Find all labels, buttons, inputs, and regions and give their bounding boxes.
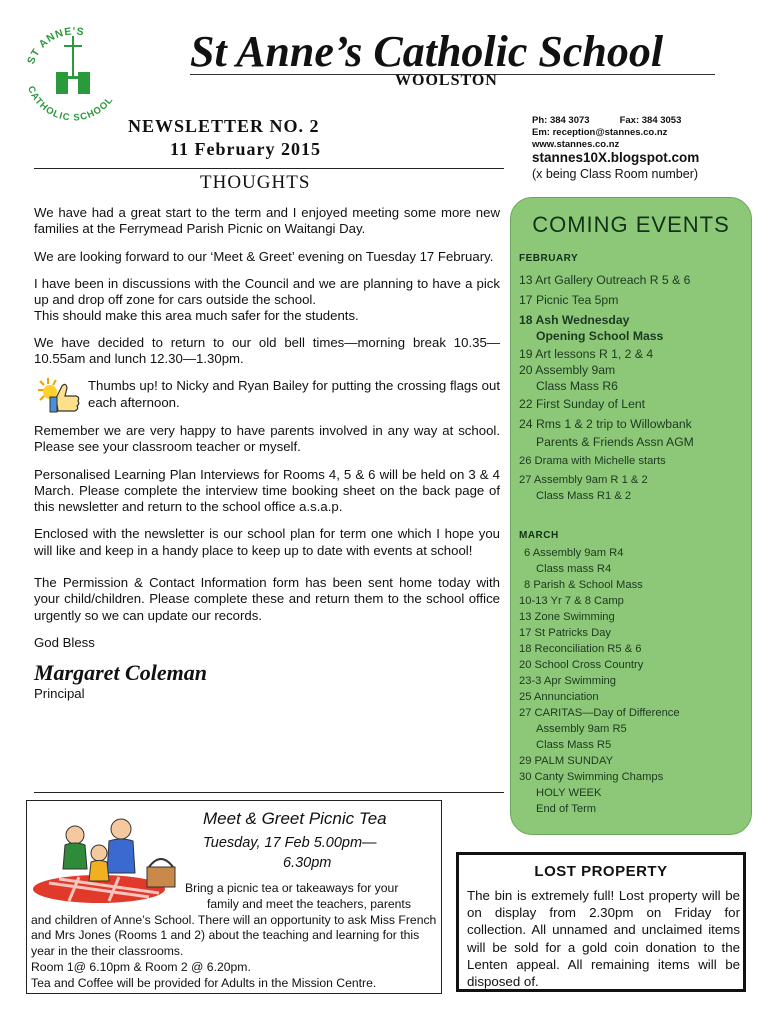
event-item: 20 Assembly 9am [519,363,616,377]
event-item: 18 Ash Wednesday [519,313,630,327]
event-item: Opening School Mass [536,329,664,343]
paragraph: Enclosed with the newsletter is our school plan for term one which I hope you will like and keep in a handy place to keep up to date with events at school! [34,526,500,558]
picnic-title: Meet & Greet Picnic Tea [203,809,387,828]
event-item: 8 Parish & School Mass [524,579,643,591]
coming-events-panel [510,197,752,835]
events-title: COMING EVENTS [532,212,730,237]
event-item: 27 CARITAS—Day of Difference [519,707,680,719]
event-item: End of Term [536,803,597,815]
event-item: 13 Zone Swimming [519,611,615,623]
paragraph: Thumbs up! to Nicky and Ryan Bailey for putting the crossing flags out each afternoon. [88,378,500,410]
website[interactable]: www.stannes.co.nz [532,139,620,150]
thoughts-body [34,205,500,702]
school-logo [14,12,132,130]
event-item: Class Mass R5 [536,739,612,751]
phone: Ph: 384 3073 [532,115,590,126]
february-events [519,272,694,504]
event-item: 30 Canty Swimming Champs [519,771,664,783]
picnic-line: Bring a picnic tea or takeaways for your [185,881,399,895]
march-events [519,545,680,817]
lost-property-text: The bin is extremely full! Lost property will be on display from 2.30pm on Friday for collection. All unnamed and unclaimed items will be sold for a gold coin donation to the Lenten appeal. All remaining items will be disposed of. [467,888,740,990]
event-item: 19 Art lessons R 1, 2 & 4 [519,347,654,361]
blog-link[interactable]: stannes10X.blogspot.com [532,150,700,165]
paragraph: We have decided to return to our old bell times—morning break 10.35—10.55am and lunch 12.30—1.30pm. [34,334,500,367]
suburb-label: WOOLSTON [395,72,498,89]
month-february: FEBRUARY [519,253,579,264]
picnic-tea: Tea and Coffee will be provided for Adults in the Mission Centre. [31,975,377,990]
paragraph: Personalised Learning Plan Interviews for Rooms 4, 5 & 6 will be held on 3 & 4 March. Please complete the interview time booking sheet on the back page of this newsletter and return to the school office a.s.a.p. [34,466,500,515]
event-item: 25 Annunciation [519,691,599,703]
role: Principal [34,685,85,701]
school-name: St Anne’s Catholic School [190,27,664,76]
picnic-body: and children of Anne’s School. There will an opportunity to ask Miss French and Mrs Jones (Rooms 1 and 2) about the teaching and learning for this year in the their classrooms. [31,912,437,959]
paragraph: We are looking forward to our ‘Meet & Greet’ evening on Tuesday 17 February. [34,248,494,264]
month-march: MARCH [519,530,559,541]
thumbs-up-icon [36,376,82,416]
event-item: 17 St Patricks Day [519,627,612,639]
event-item: 23-3 Apr Swimming [519,675,616,687]
newsletter-title: NEWSLETTER NO. 2 [128,116,320,136]
newsletter-date: 11 February 2015 [170,139,321,159]
event-item: 26 Drama with Michelle starts [519,455,666,467]
contact-block [532,115,681,151]
email[interactable]: Em: reception@stannes.co.nz [532,127,668,138]
event-item: Class Mass R6 [536,379,618,393]
event-item: 6 Assembly 9am R4 [524,547,624,559]
event-item: 22 First Sunday of Lent [519,397,646,411]
paragraph: We have had a great start to the term and I enjoyed meeting some more new families at the Ferrymead Parish Picnic on Waitangi Day. [34,205,500,237]
section-title: THOUGHTS [200,172,311,193]
fax: Fax: 384 3053 [619,115,682,126]
event-item: 17 Picnic Tea 5pm [519,293,619,307]
cross-icon [64,36,82,76]
event-item: 29 PALM SUNDAY [519,755,614,767]
event-item: 18 Reconciliation R5 & 6 [519,643,642,655]
event-item: 20 School Cross Country [519,659,644,671]
event-item: HOLY WEEK [536,787,602,799]
picnic-description [31,881,437,992]
event-item: Assembly 9am R5 [536,723,627,735]
picnic-rooms: Room 1@ 6.10pm & Room 2 @ 6.20pm. [31,959,251,974]
event-item: 13 Art Gallery Outreach R 5 & 6 [519,273,691,287]
picnic-end-time: 6.30pm [283,855,332,871]
picnic-line: family and meet the teachers, parents [207,896,411,911]
picnic-notice [26,800,442,994]
logo-text-bottom: CATHOLIC SCHOOL [24,84,116,124]
lost-property-notice [456,852,746,992]
event-item: Parents & Friends Assn AGM [536,435,694,449]
signature: Margaret Coleman [34,660,207,686]
body-divider [34,792,504,793]
lost-property-title: LOST PROPERTY [534,863,668,880]
event-item: 27 Assembly 9am R 1 & 2 [519,474,648,486]
event-item: 24 Rms 1 & 2 trip to Willowbank [519,417,692,431]
paragraph: I have been in discussions with the Council and we are planning to have a pick up and drop off zone for cars outside the school. This should make this area much safer for the students. [34,275,500,324]
event-item: 10-13 Yr 7 & 8 Camp [519,595,624,607]
picnic-date: Tuesday, 17 Feb 5.00pm— [203,835,377,851]
svg-text:CATHOLIC SCHOOL [25,85,116,124]
blog-note: (x being Class Room number) [532,167,699,181]
paragraph: The Permission & Contact Information form has been sent home today with your child/children. Please complete these and return them to the school office urgently so we can update our records. [34,575,500,623]
paragraph: Remember we are very happy to have parents involved in any way at school. Please see your classroom teacher or myself. [34,422,500,455]
event-item: Class Mass R1 & 2 [536,490,632,502]
logo-text-top: ST ANNE'S [25,25,86,66]
event-item: Class mass R4 [536,563,612,575]
header-divider [34,168,504,169]
closing: God Bless [34,634,95,650]
thumbs-up-note [34,378,500,411]
